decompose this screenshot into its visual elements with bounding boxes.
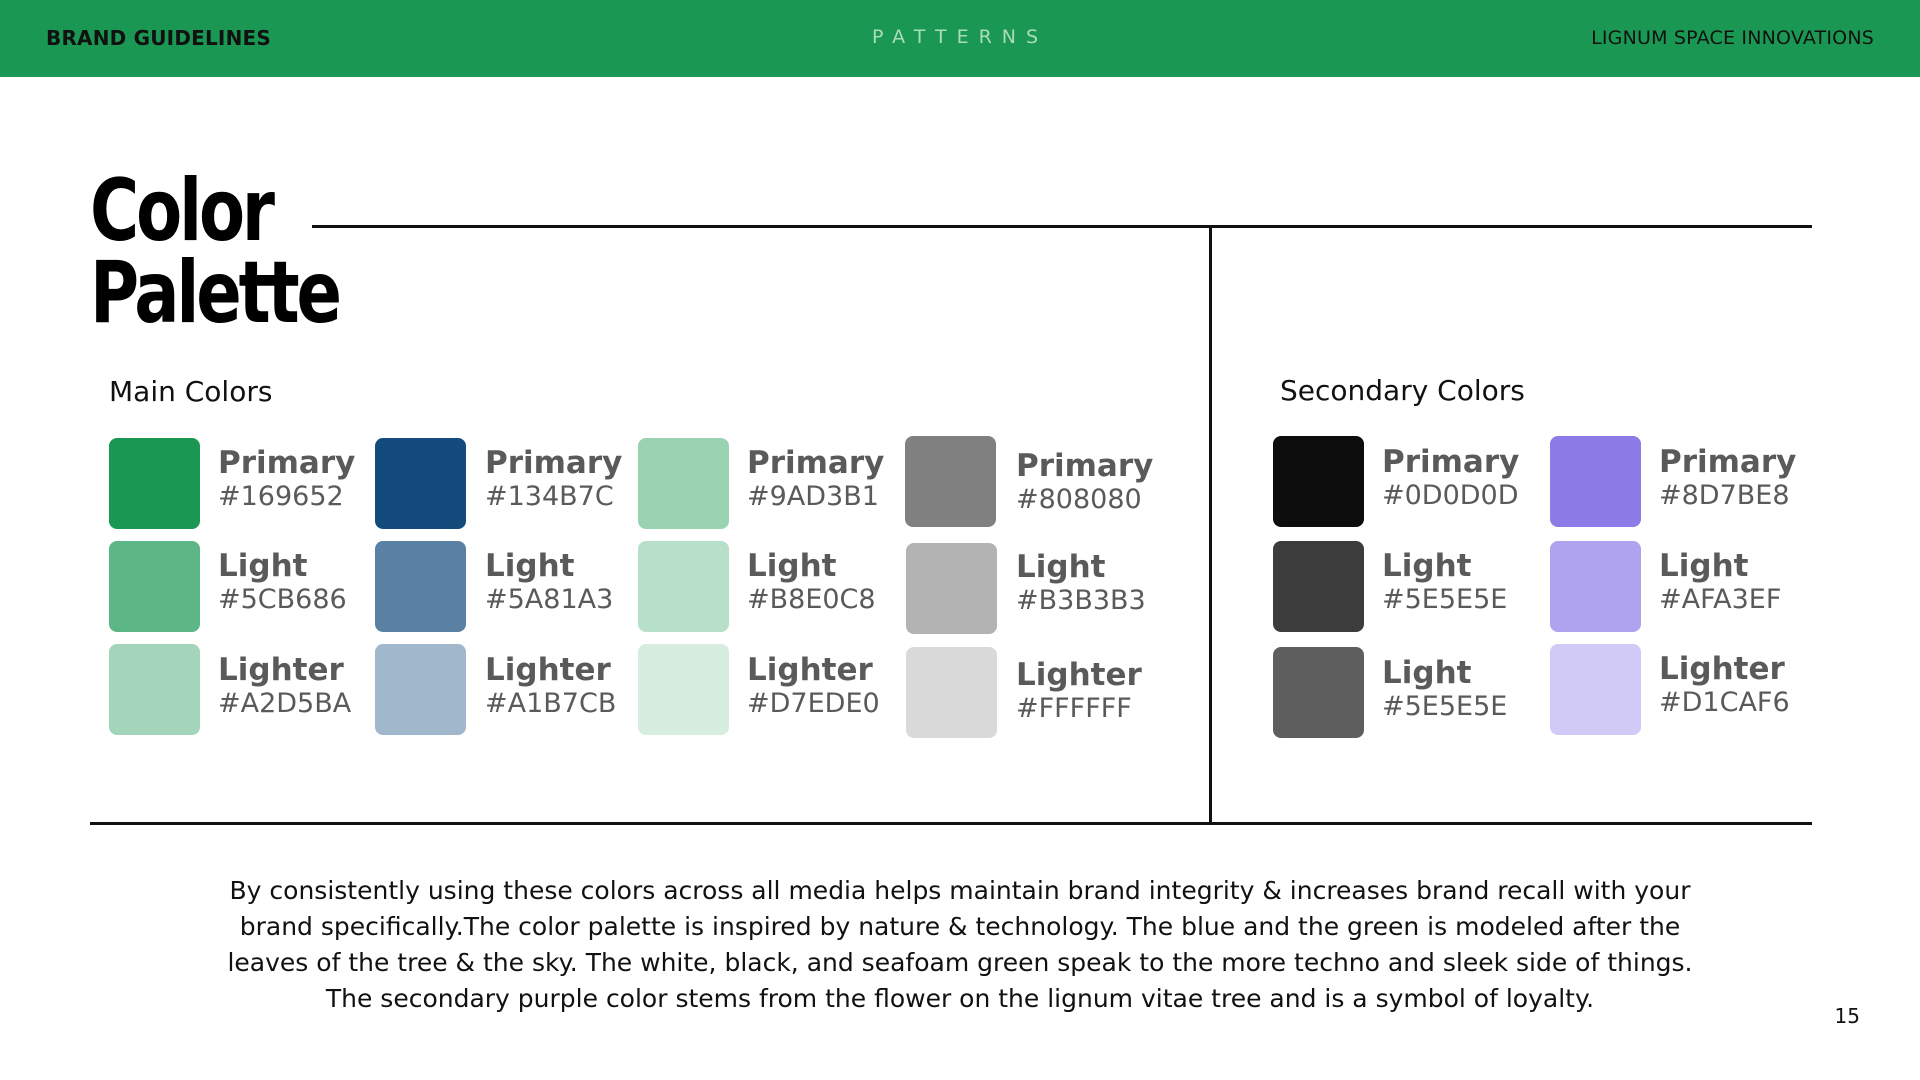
description-line: brand specifically.The color palette is inspired by nature & technology. The blue and the green is modeled after the — [239, 912, 1681, 941]
swatch-name: Lighter — [485, 652, 611, 688]
swatch-hex: #B3B3B3 — [1016, 585, 1146, 616]
swatch-label — [218, 653, 351, 721]
swatch-label — [747, 549, 876, 617]
description-paragraph — [200, 873, 1720, 1017]
swatch-label — [485, 446, 622, 514]
color-swatch — [109, 438, 200, 529]
swatch-name: Light — [1382, 655, 1472, 691]
swatch-label — [485, 549, 613, 617]
swatch-label — [1016, 449, 1153, 517]
secondary-colors-label: Secondary Colors — [1280, 374, 1525, 407]
swatch-name: Primary — [1382, 444, 1520, 480]
swatch-label — [1382, 656, 1507, 724]
swatch-name: Light — [1016, 549, 1106, 585]
swatch-hex: #B8E0C8 — [747, 584, 876, 615]
swatch-name: Primary — [747, 445, 885, 481]
swatch-hex: #0D0D0D — [1382, 480, 1519, 511]
swatch-label — [1016, 550, 1146, 618]
description-line: The secondary purple color stems from the flower on the lignum vitae tree and is a symbol of loyalty. — [325, 984, 1595, 1013]
header-section-title: PATTERNS — [871, 26, 1049, 48]
swatch-label — [1382, 549, 1507, 617]
description-line: leaves of the tree & the sky. The white, black, and seafoam green speak to the more techno and sleek side of things. — [227, 948, 1693, 977]
page-number: 15 — [1834, 1004, 1860, 1028]
color-swatch — [638, 438, 729, 529]
swatch-hex: #5E5E5E — [1382, 691, 1508, 722]
swatch-name: Lighter — [747, 652, 873, 688]
color-swatch — [1273, 647, 1364, 738]
color-swatch — [638, 644, 729, 735]
swatch-name: Light — [747, 548, 837, 584]
swatch-name: Primary — [218, 445, 356, 481]
color-swatch — [905, 436, 996, 527]
swatch-name: Light — [485, 548, 575, 584]
swatch-hex: #8D7BE8 — [1659, 480, 1790, 511]
color-swatch — [1550, 541, 1641, 632]
swatch-label — [218, 549, 347, 617]
swatch-label — [747, 446, 884, 514]
swatch-name: Light — [218, 548, 308, 584]
swatch-label — [747, 653, 880, 721]
color-swatch — [109, 644, 200, 735]
page-title-line-1: Color — [90, 161, 272, 261]
swatch-hex: #808080 — [1016, 484, 1142, 515]
page-title — [90, 161, 339, 343]
swatch-hex: #5CB686 — [218, 584, 347, 615]
header-company-name: LIGNUM SPACE INNOVATIONS — [1591, 27, 1874, 49]
swatch-hex: #AFA3EF — [1659, 584, 1782, 615]
swatch-name: Light — [1659, 548, 1749, 584]
header-brand-guidelines: BRAND GUIDELINES — [46, 26, 271, 50]
swatch-hex: #A2D5BA — [218, 688, 352, 719]
swatch-hex: #5A81A3 — [485, 584, 614, 615]
swatch-hex: #FFFFFF — [1016, 693, 1132, 724]
swatch-hex: #D7EDE0 — [747, 688, 880, 719]
swatch-label — [1382, 445, 1519, 513]
swatch-label — [485, 653, 616, 721]
swatch-hex: #5E5E5E — [1382, 584, 1508, 615]
page-title-line-2: Palette — [90, 243, 339, 343]
swatch-hex: #9AD3B1 — [747, 481, 879, 512]
color-swatch — [1550, 436, 1641, 527]
swatch-name: Primary — [1016, 448, 1154, 484]
swatch-name: Lighter — [1659, 651, 1785, 687]
swatch-name: Lighter — [218, 652, 344, 688]
color-swatch — [109, 541, 200, 632]
swatch-label — [1659, 549, 1781, 617]
color-swatch — [375, 438, 466, 529]
vertical-divider-line — [1209, 226, 1212, 824]
bottom-divider-line — [90, 822, 1812, 825]
swatch-label — [1016, 658, 1142, 726]
swatch-label — [1659, 652, 1790, 720]
swatch-hex: #A1B7CB — [485, 688, 617, 719]
color-swatch — [638, 541, 729, 632]
swatch-name: Primary — [1659, 444, 1797, 480]
color-swatch — [906, 543, 997, 634]
color-swatch — [375, 541, 466, 632]
swatch-name: Light — [1382, 548, 1472, 584]
color-swatch — [375, 644, 466, 735]
color-swatch — [1273, 436, 1364, 527]
main-colors-label: Main Colors — [109, 375, 273, 408]
swatch-label — [1659, 445, 1796, 513]
color-swatch — [906, 647, 997, 738]
top-divider-line — [312, 225, 1812, 228]
swatch-hex: #169652 — [218, 481, 344, 512]
swatch-hex: #134B7C — [485, 481, 614, 512]
swatch-name: Primary — [485, 445, 623, 481]
swatch-hex: #D1CAF6 — [1659, 687, 1790, 718]
swatch-name: Lighter — [1016, 657, 1142, 693]
description-line: By consistently using these colors across all media helps maintain brand integrity & increases brand recall with your — [229, 876, 1691, 905]
header-bar — [0, 0, 1920, 77]
color-swatch — [1273, 541, 1364, 632]
swatch-label — [218, 446, 355, 514]
color-swatch — [1550, 644, 1641, 735]
